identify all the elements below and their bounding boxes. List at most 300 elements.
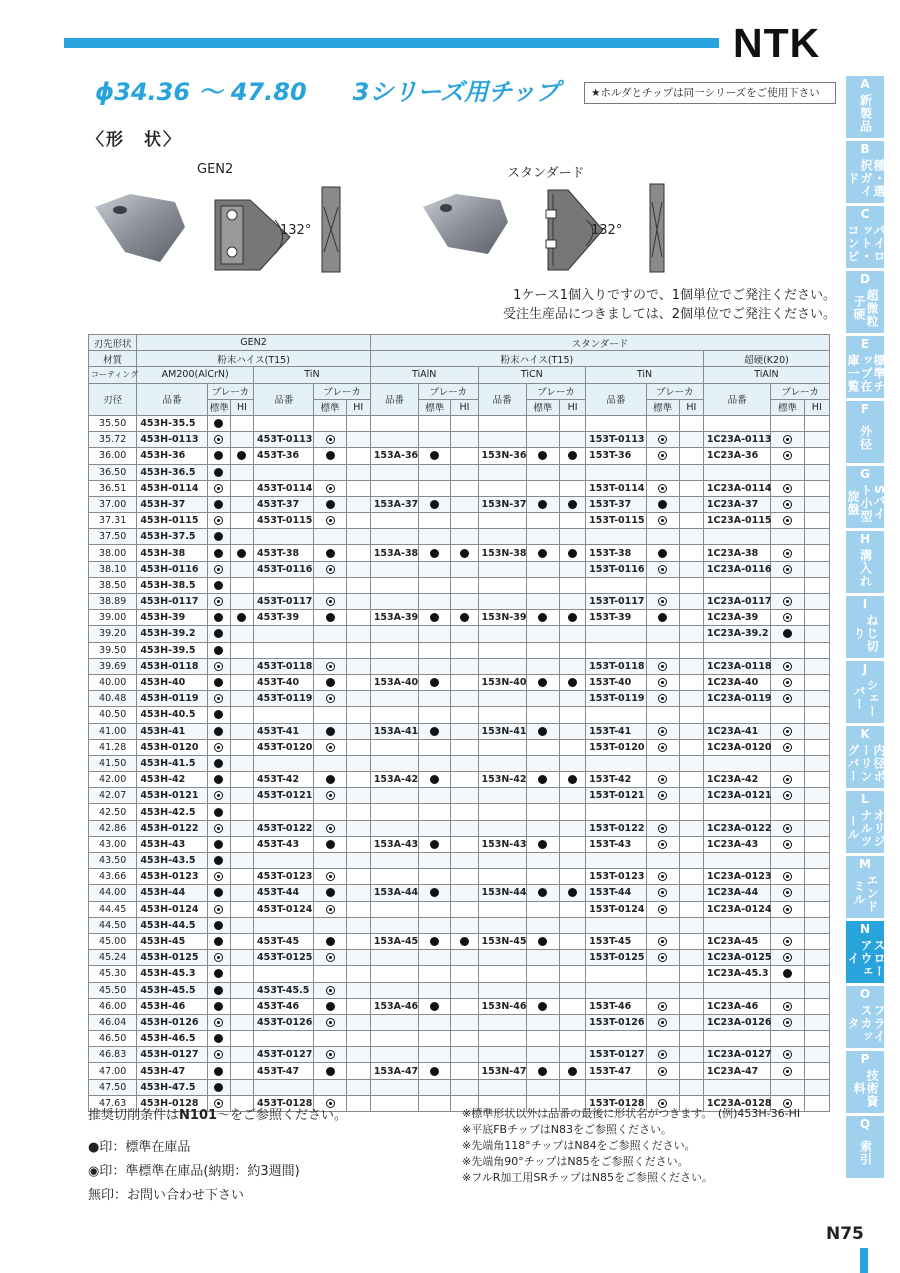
- cell-empty: [560, 950, 586, 966]
- cell-empty: [419, 561, 451, 577]
- cell-part-number: [370, 739, 418, 755]
- cell-empty: [451, 982, 478, 998]
- cell-part-number: 453H-35.5: [137, 415, 207, 431]
- stock-dot-icon: [430, 613, 439, 622]
- side-tab-m[interactable]: [846, 856, 884, 918]
- cell-empty: [771, 755, 804, 771]
- cell-diameter: 42.50: [89, 804, 137, 820]
- cell-stock-mark: [419, 674, 451, 690]
- semi-stock-dot-icon: [214, 791, 223, 800]
- cell-diameter: 38.89: [89, 594, 137, 610]
- cell-empty: [560, 1014, 586, 1030]
- cell-part-number: 153N-43: [478, 836, 526, 852]
- cell-empty: [679, 1047, 703, 1063]
- cell-empty: [451, 804, 478, 820]
- cell-diameter: 39.50: [89, 642, 137, 658]
- stock-dot-icon: [214, 549, 223, 558]
- cell-part-number: 453T-0123: [254, 869, 314, 885]
- cell-part-number: 153T-0128: [586, 1095, 646, 1111]
- stock-dot-icon: [658, 613, 667, 622]
- semi-stock-dot-icon: [326, 824, 335, 833]
- stock-dot-icon: [430, 549, 439, 558]
- cell-part-number: 453H-36.5: [137, 464, 207, 480]
- cell-empty: [346, 1079, 370, 1095]
- cell-empty: [560, 723, 586, 739]
- cell-empty: [451, 788, 478, 804]
- cell-part-number: [254, 707, 314, 723]
- cell-semi-stock-mark: [771, 513, 804, 529]
- side-tab-k[interactable]: [846, 726, 884, 788]
- cell-semi-stock-mark: [207, 691, 230, 707]
- cell-part-number: 453H-45.5: [137, 982, 207, 998]
- cell-empty: [804, 1031, 829, 1047]
- cell-empty: [419, 432, 451, 448]
- cell-part-number: 453T-47: [254, 1063, 314, 1079]
- semi-stock-dot-icon: [326, 905, 335, 914]
- semi-stock-dot-icon: [658, 565, 667, 574]
- cell-part-number: 453T-39: [254, 610, 314, 626]
- cell-empty: [230, 674, 253, 690]
- cell-stock-mark: [207, 464, 230, 480]
- th-tip-shape: 刃先形状: [89, 335, 137, 351]
- cell-part-number: 153T-0117: [586, 594, 646, 610]
- cell-empty: [451, 561, 478, 577]
- stock-dot-icon: [214, 581, 223, 590]
- cell-diameter: 39.20: [89, 626, 137, 642]
- cell-part-number: 153T-47: [586, 1063, 646, 1079]
- cell-part-number: [478, 529, 526, 545]
- cell-empty: [679, 772, 703, 788]
- cell-semi-stock-mark: [314, 901, 346, 917]
- side-tab-l[interactable]: [846, 791, 884, 853]
- cell-part-number: 153T-0121: [586, 788, 646, 804]
- side-tab-letter: E: [860, 337, 870, 351]
- cell-empty: [419, 513, 451, 529]
- cell-part-number: [370, 691, 418, 707]
- cell-semi-stock-mark: [646, 1063, 679, 1079]
- cell-part-number: 153A-44: [370, 885, 418, 901]
- cell-semi-stock-mark: [207, 513, 230, 529]
- cell-empty: [679, 642, 703, 658]
- cell-empty: [230, 561, 253, 577]
- cell-empty: [451, 836, 478, 852]
- cell-semi-stock-mark: [771, 772, 804, 788]
- cell-empty: [771, 707, 804, 723]
- cell-empty: [679, 869, 703, 885]
- cell-empty: [451, 723, 478, 739]
- stock-dot-icon: [460, 613, 469, 622]
- cell-empty: [804, 415, 829, 431]
- cell-stock-mark: [526, 998, 559, 1014]
- order-note: [503, 286, 836, 324]
- side-tab-q[interactable]: [846, 1116, 884, 1178]
- th-part-no: 品番: [703, 383, 770, 415]
- side-tab-g[interactable]: [846, 466, 884, 528]
- stock-dot-icon: [214, 646, 223, 655]
- cell-stock-mark: [207, 610, 230, 626]
- cell-stock-mark: [207, 415, 230, 431]
- cell-semi-stock-mark: [646, 836, 679, 852]
- cell-empty: [560, 464, 586, 480]
- cell-empty: [526, 739, 559, 755]
- stock-dot-icon: [214, 888, 223, 897]
- table-row: [89, 723, 830, 739]
- cell-empty: [646, 529, 679, 545]
- cell-empty: [646, 755, 679, 771]
- cell-empty: [804, 804, 829, 820]
- section-title: 〈形 状〉: [87, 130, 182, 150]
- cell-diameter: 40.00: [89, 674, 137, 690]
- cell-semi-stock-mark: [771, 496, 804, 512]
- side-tab-a[interactable]: [846, 76, 884, 138]
- cell-diameter: 42.00: [89, 772, 137, 788]
- cell-part-number: 453H-41: [137, 723, 207, 739]
- gen2-insert-images: [90, 182, 360, 274]
- table-row: [89, 464, 830, 480]
- cell-part-number: 453H-0128: [137, 1095, 207, 1111]
- cell-part-number: [370, 1095, 418, 1111]
- cell-stock-mark: [207, 804, 230, 820]
- cell-empty: [804, 998, 829, 1014]
- table-row: [89, 933, 830, 949]
- cell-part-number: 1C23A-41: [703, 723, 770, 739]
- cell-empty: [526, 626, 559, 642]
- cutting-ref-link[interactable]: N101: [179, 1108, 218, 1123]
- stock-dot-icon: [214, 759, 223, 768]
- cell-part-number: 153T-43: [586, 836, 646, 852]
- stock-dot-icon: [460, 937, 469, 946]
- cell-empty: [451, 658, 478, 674]
- cell-empty: [451, 626, 478, 642]
- th-breaker: ブレーカ: [207, 383, 253, 399]
- cell-empty: [526, 755, 559, 771]
- cell-empty: [230, 658, 253, 674]
- side-tab-b[interactable]: [846, 141, 899, 203]
- cell-empty: [646, 966, 679, 982]
- cell-stock-mark: [526, 674, 559, 690]
- cell-part-number: 1C23A-0115: [703, 513, 770, 529]
- cell-empty: [646, 804, 679, 820]
- side-tab-c[interactable]: [846, 206, 884, 268]
- cell-part-number: [478, 1047, 526, 1063]
- semi-stock-dot-icon: [783, 953, 792, 962]
- th-part-no: 品番: [254, 383, 314, 415]
- cell-empty: [771, 917, 804, 933]
- cell-semi-stock-mark: [646, 448, 679, 464]
- side-tab-letter: O: [859, 987, 871, 1001]
- th-breaker: ブレーカ: [526, 383, 585, 399]
- stock-dot-icon: [214, 500, 223, 509]
- stock-dot-icon: [430, 937, 439, 946]
- cell-stock-mark: [526, 723, 559, 739]
- stock-dot-icon: [568, 678, 577, 687]
- stock-dot-icon: [214, 451, 223, 460]
- cell-part-number: 453T-43: [254, 836, 314, 852]
- cell-empty: [346, 901, 370, 917]
- th-coat-tin2: TiN: [586, 367, 704, 383]
- table-row: [89, 545, 830, 561]
- footnote: ※先端角90°チップはN85をご参照ください。: [462, 1155, 689, 1168]
- cell-empty: [346, 561, 370, 577]
- cell-part-number: 153A-45: [370, 933, 418, 949]
- footnote: ※平底FBチップはN83をご参照ください。: [462, 1123, 672, 1136]
- side-tab-j[interactable]: [846, 661, 884, 723]
- cell-part-number: [370, 464, 418, 480]
- cell-diameter: 44.45: [89, 901, 137, 917]
- cell-empty: [526, 853, 559, 869]
- side-tab-f[interactable]: [846, 401, 884, 463]
- cell-part-number: [703, 853, 770, 869]
- cell-empty: [679, 966, 703, 982]
- cell-empty: [804, 691, 829, 707]
- cell-empty: [526, 869, 559, 885]
- cell-part-number: 153T-0126: [586, 1014, 646, 1030]
- cell-empty: [560, 982, 586, 998]
- cell-semi-stock-mark: [771, 901, 804, 917]
- cell-part-number: [478, 966, 526, 982]
- cell-part-number: 453T-0114: [254, 480, 314, 496]
- cell-empty: [804, 577, 829, 593]
- standard-insert-images: [418, 182, 673, 274]
- cell-empty: [679, 1031, 703, 1047]
- cell-semi-stock-mark: [771, 561, 804, 577]
- cell-part-number: [478, 691, 526, 707]
- side-tab-letter: C: [860, 207, 870, 221]
- cell-empty: [804, 1079, 829, 1095]
- cell-part-number: 453H-0116: [137, 561, 207, 577]
- table-row: [89, 626, 830, 642]
- cell-part-number: 1C23A-0113: [703, 432, 770, 448]
- cell-empty: [419, 804, 451, 820]
- cell-empty: [230, 1063, 253, 1079]
- cell-part-number: 153T-45: [586, 933, 646, 949]
- cell-empty: [419, 1014, 451, 1030]
- footnotes: [462, 1106, 800, 1186]
- cell-stock-mark: [526, 1063, 559, 1079]
- cell-part-number: 153N-47: [478, 1063, 526, 1079]
- cell-part-number: 453H-0113: [137, 432, 207, 448]
- cell-empty: [419, 1079, 451, 1095]
- cell-stock-mark: [526, 545, 559, 561]
- th-part-no: 品番: [137, 383, 207, 415]
- cell-part-number: 153T-38: [586, 545, 646, 561]
- side-tab-label: 技術資料: [852, 1068, 879, 1108]
- cell-diameter: 41.50: [89, 755, 137, 771]
- cell-part-number: [703, 804, 770, 820]
- cell-part-number: [370, 820, 418, 836]
- semi-stock-dot-icon: [214, 662, 223, 671]
- semi-stock-dot-icon: [783, 435, 792, 444]
- cell-part-number: 153T-39: [586, 610, 646, 626]
- cell-empty: [451, 772, 478, 788]
- cell-part-number: 1C23A-40: [703, 674, 770, 690]
- side-tab-d[interactable]: [846, 271, 884, 333]
- cell-part-number: 153N-40: [478, 674, 526, 690]
- stock-dot-icon: [214, 1034, 223, 1043]
- cell-stock-mark: [314, 772, 346, 788]
- cell-stock-mark: [560, 674, 586, 690]
- spec-table: [88, 334, 830, 1112]
- cell-part-number: 453H-43.5: [137, 853, 207, 869]
- cell-empty: [679, 464, 703, 480]
- cell-empty: [526, 577, 559, 593]
- th-hi: HI: [560, 399, 586, 415]
- cell-empty: [771, 529, 804, 545]
- cell-empty: [526, 432, 559, 448]
- side-tab-n[interactable]: [846, 921, 899, 983]
- cell-part-number: [703, 464, 770, 480]
- cell-empty: [646, 1079, 679, 1095]
- table-row: [89, 658, 830, 674]
- cell-empty: [419, 577, 451, 593]
- table-row: [89, 642, 830, 658]
- cell-part-number: 1C23A-45.3: [703, 966, 770, 982]
- side-tab-i[interactable]: [846, 596, 884, 658]
- cell-semi-stock-mark: [646, 869, 679, 885]
- cell-diameter: 45.50: [89, 982, 137, 998]
- side-tab-e[interactable]: [846, 336, 884, 398]
- stock-dot-icon: [568, 613, 577, 622]
- cell-part-number: [370, 804, 418, 820]
- cell-part-number: [703, 707, 770, 723]
- cell-part-number: [254, 1031, 314, 1047]
- cell-stock-mark: [314, 448, 346, 464]
- cell-empty: [804, 933, 829, 949]
- semi-stock-dot-icon: [326, 791, 335, 800]
- stock-dot-icon: [538, 775, 547, 784]
- cell-empty: [419, 691, 451, 707]
- cell-stock-mark: [419, 545, 451, 561]
- cell-part-number: 1C23A-46: [703, 998, 770, 1014]
- cell-semi-stock-mark: [771, 1014, 804, 1030]
- cell-part-number: [370, 1047, 418, 1063]
- cell-empty: [419, 642, 451, 658]
- cell-part-number: [370, 658, 418, 674]
- cell-empty: [526, 480, 559, 496]
- stock-dot-icon: [538, 613, 547, 622]
- cell-stock-mark: [419, 723, 451, 739]
- cell-stock-mark: [314, 723, 346, 739]
- cell-semi-stock-mark: [646, 885, 679, 901]
- cell-part-number: [254, 642, 314, 658]
- cell-part-number: 453T-0115: [254, 513, 314, 529]
- legend-none: 無印：お問い合わせ下さい: [88, 1188, 245, 1203]
- cell-stock-mark: [207, 933, 230, 949]
- side-tab-h[interactable]: [846, 531, 884, 593]
- cell-part-number: [478, 788, 526, 804]
- cell-stock-mark: [419, 998, 451, 1014]
- cell-part-number: [370, 966, 418, 982]
- cell-empty: [451, 917, 478, 933]
- semi-stock-dot-icon: [658, 1067, 667, 1076]
- cell-part-number: [478, 513, 526, 529]
- table-row: [89, 901, 830, 917]
- cell-part-number: 153A-47: [370, 1063, 418, 1079]
- cell-stock-mark: [207, 1031, 230, 1047]
- cell-empty: [230, 788, 253, 804]
- cell-part-number: 453H-0121: [137, 788, 207, 804]
- stock-dot-icon: [214, 969, 223, 978]
- th-breaker: ブレーカ: [314, 383, 370, 399]
- cell-semi-stock-mark: [646, 513, 679, 529]
- cell-empty: [804, 626, 829, 642]
- cell-part-number: 453H-43: [137, 836, 207, 852]
- cell-empty: [419, 966, 451, 982]
- cell-part-number: [370, 577, 418, 593]
- cell-semi-stock-mark: [771, 933, 804, 949]
- cell-empty: [526, 561, 559, 577]
- stock-dot-icon: [214, 532, 223, 541]
- cell-empty: [771, 577, 804, 593]
- cell-empty: [346, 658, 370, 674]
- cell-empty: [646, 853, 679, 869]
- cell-empty: [560, 804, 586, 820]
- side-tab-letter: H: [859, 532, 871, 546]
- cell-part-number: [370, 950, 418, 966]
- cell-empty: [419, 529, 451, 545]
- cell-part-number: [703, 529, 770, 545]
- cell-part-number: 453T-0125: [254, 950, 314, 966]
- cell-empty: [451, 415, 478, 431]
- cell-empty: [230, 594, 253, 610]
- semi-stock-dot-icon: [214, 1018, 223, 1027]
- cell-part-number: [586, 577, 646, 593]
- th-hi: HI: [451, 399, 478, 415]
- cell-empty: [346, 836, 370, 852]
- cell-semi-stock-mark: [646, 820, 679, 836]
- cell-diameter: 41.00: [89, 723, 137, 739]
- cell-part-number: [478, 820, 526, 836]
- th-mat-std-hss: 粉末ハイス(T15): [370, 351, 703, 367]
- cell-empty: [679, 674, 703, 690]
- stock-dot-icon: [568, 1067, 577, 1076]
- cell-empty: [804, 739, 829, 755]
- cell-part-number: 1C23A-47: [703, 1063, 770, 1079]
- cell-part-number: 453T-45.5: [254, 982, 314, 998]
- cell-empty: [451, 464, 478, 480]
- cell-empty: [804, 901, 829, 917]
- cell-empty: [560, 739, 586, 755]
- cell-part-number: 453H-45: [137, 933, 207, 949]
- stock-dot-icon: [237, 613, 246, 622]
- side-tab-letter: D: [860, 272, 870, 286]
- semi-stock-dot-icon: [326, 597, 335, 606]
- cell-semi-stock-mark: [207, 432, 230, 448]
- cell-part-number: [703, 415, 770, 431]
- cell-stock-mark: [207, 448, 230, 464]
- cell-empty: [526, 982, 559, 998]
- cell-stock-mark: [646, 496, 679, 512]
- cell-empty: [560, 836, 586, 852]
- cell-empty: [679, 545, 703, 561]
- cell-part-number: 1C23A-0125: [703, 950, 770, 966]
- cell-empty: [346, 707, 370, 723]
- cell-empty: [451, 513, 478, 529]
- cell-diameter: 41.28: [89, 739, 137, 755]
- semi-stock-dot-icon: [326, 872, 335, 881]
- table-row: [89, 1031, 830, 1047]
- cell-part-number: [478, 1079, 526, 1095]
- cell-stock-mark: [207, 836, 230, 852]
- side-tab-p[interactable]: [846, 1051, 884, 1113]
- cell-part-number: 453T-45: [254, 933, 314, 949]
- semi-stock-dot-icon: [783, 1050, 792, 1059]
- side-tab-o[interactable]: [846, 986, 884, 1048]
- semi-stock-dot-icon: [658, 905, 667, 914]
- cell-empty: [804, 885, 829, 901]
- side-tab-letter: B: [860, 142, 870, 156]
- cell-part-number: 153T-0119: [586, 691, 646, 707]
